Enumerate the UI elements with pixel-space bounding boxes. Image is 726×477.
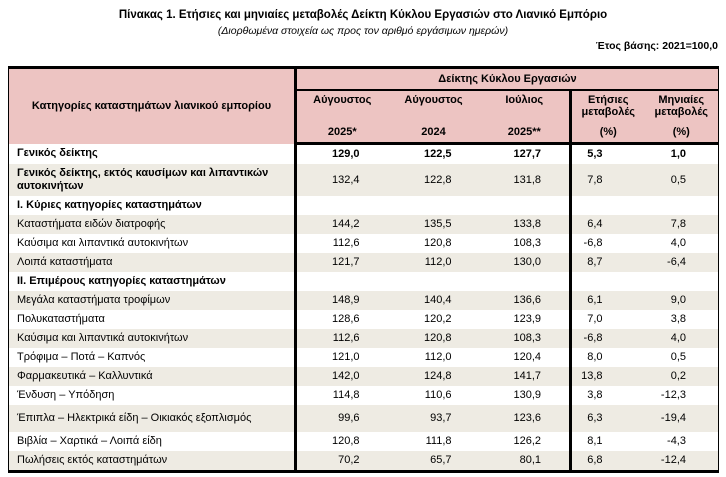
cell-value: 5,3: [571, 144, 645, 165]
cell-value: 112,0: [388, 253, 480, 272]
table-row: [9, 196, 719, 215]
cell-value: 99,6: [296, 405, 388, 432]
cell-value: 6,4: [571, 215, 645, 234]
cell-value: 130,0: [480, 253, 571, 272]
table-container: [8, 66, 718, 473]
cell-value: 7,0: [571, 310, 645, 329]
cell-value: -12,3: [660, 389, 686, 401]
row-label: Πολυκαταστήματα: [9, 310, 296, 329]
row-label: II. Επιμέρους κατηγορίες καταστημάτων: [9, 272, 296, 291]
row-label: Φαρμακευτικά – Καλλυντικά: [9, 367, 296, 386]
cell-value: [645, 196, 719, 215]
table-row: [9, 405, 719, 432]
cell-value: 108,3: [513, 237, 541, 249]
cell-value: 126,2: [513, 435, 541, 447]
cell-value: 3,8: [571, 386, 645, 405]
cell-value: 6,8: [571, 451, 645, 472]
cell-value: 8,0: [571, 348, 645, 367]
cell-value: -6,8: [571, 234, 645, 253]
col-header-label: Μηνιαίες μεταβολές: [654, 94, 709, 118]
cell-value: 0,5: [645, 164, 719, 196]
table-row: [9, 432, 719, 451]
cell-value: 121,7: [296, 253, 388, 272]
col-header-monthly-change: [645, 90, 719, 144]
row-label: Πωλήσεις εκτός καταστημάτων: [9, 451, 296, 472]
category-column-header: Κατηγορίες καταστημάτων λιανικού εμπορίου: [9, 68, 296, 144]
turnover-index-table: [8, 66, 719, 473]
cell-value: 8,7: [571, 253, 645, 272]
row-label: Καύσιμα και λιπαντικά αυτοκινήτων: [9, 234, 296, 253]
cell-value: 112,6: [296, 329, 388, 348]
cell-value: 7,8: [571, 164, 645, 196]
col-header-year: 2025*: [327, 126, 357, 138]
row-label: I. Κύριες κατηγορίες καταστημάτων: [9, 196, 296, 215]
index-group-header: Δείκτης Κύκλου Εργασιών: [296, 68, 719, 91]
cell-value: 120,8: [423, 237, 452, 249]
page-subtitle: (Διορθωμένα στοιχεία ως προς τον αριθμό εργάσιμων ημερών): [217, 25, 509, 37]
cell-value: [296, 272, 388, 291]
row-label: Μεγάλα καταστήματα τροφίμων: [9, 291, 296, 310]
col-header-unit: (%): [672, 126, 690, 138]
cell-value: 130,9: [513, 389, 541, 401]
cell-value: [480, 196, 571, 215]
base-year-note: Έτος βάσης: 2021=100,0: [595, 40, 718, 52]
cell-value: 121,0: [331, 351, 360, 363]
cell-value: 131,8: [480, 164, 571, 196]
cell-value: [571, 196, 645, 215]
cell-value: 114,8: [332, 389, 360, 401]
group-header-row: [9, 68, 719, 91]
cell-value: 6,1: [571, 291, 645, 310]
cell-value: 0,5: [670, 351, 686, 363]
col-header-unit: (%): [599, 126, 617, 138]
page-title: Πίνακας 1. Ετήσιες και μηνιαίες μεταβολές Δείκτη Κύκλου Εργασιών στο Λιανικό Εμπόριο: [118, 9, 608, 21]
row-label: Τρόφιμα – Ποτά – Καπνός: [9, 348, 296, 367]
cell-value: -4,3: [667, 435, 686, 447]
cell-value: 9,0: [645, 291, 719, 310]
row-label: Καταστήματα ειδών διατροφής: [9, 215, 296, 234]
cell-value: 123,6: [480, 405, 571, 432]
cell-value: 136,6: [480, 291, 571, 310]
cell-value: 13,8: [571, 367, 645, 386]
col-header-month: Ιούλιος: [505, 94, 544, 106]
table-row: [9, 253, 719, 272]
row-label: Καύσιμα και λιπαντικά αυτοκινήτων: [9, 329, 296, 348]
table-row: [9, 329, 719, 348]
cell-value: 4,0: [645, 329, 719, 348]
cell-value: 135,5: [388, 215, 480, 234]
cell-value: 112,0: [424, 351, 452, 363]
cell-value: [296, 196, 388, 215]
row-label: Γενικός δείκτης: [9, 144, 296, 165]
cell-value: 127,7: [513, 148, 541, 160]
cell-value: -6,4: [645, 253, 719, 272]
cell-value: [388, 272, 480, 291]
cell-value: 122,8: [388, 164, 480, 196]
cell-value: 1,0: [670, 148, 686, 160]
col-header-month: Αύγουστος: [313, 94, 372, 106]
cell-value: 123,9: [513, 313, 541, 325]
col-header-august-2025: [296, 90, 388, 144]
table-body: [9, 144, 719, 472]
cell-value: 3,8: [670, 313, 686, 325]
row-label: Γενικός δείκτης, εκτός καυσίμων και λιπαντικών αυτοκινήτων: [9, 164, 296, 196]
cell-value: 120,8: [388, 329, 480, 348]
cell-value: 128,6: [331, 313, 360, 325]
cell-value: [645, 272, 719, 291]
cell-value: 112,6: [332, 237, 360, 249]
cell-value: -12,4: [645, 451, 719, 472]
row-label: Έπιπλα – Ηλεκτρικά είδη – Οικιακός εξοπλισμός: [9, 405, 296, 432]
cell-value: 124,8: [388, 367, 480, 386]
cell-value: 132,4: [296, 164, 388, 196]
col-header-august-2024: [388, 90, 480, 144]
col-header-label: Ετήσιες μεταβολές: [581, 94, 636, 118]
cell-value: [480, 272, 571, 291]
table-row: [9, 215, 719, 234]
cell-value: 108,3: [480, 329, 571, 348]
table-row: [9, 234, 719, 253]
cell-value: [388, 196, 480, 215]
cell-value: 6,3: [571, 405, 645, 432]
cell-value: [571, 272, 645, 291]
cell-value: 8,1: [571, 432, 645, 451]
cell-value: 111,8: [425, 435, 452, 447]
col-header-july-2025: [480, 90, 571, 144]
cell-value: 144,2: [296, 215, 388, 234]
table-row: [9, 386, 719, 405]
row-label: Λοιπά καταστήματα: [9, 253, 296, 272]
table-row: [9, 272, 719, 291]
cell-value: 93,7: [388, 405, 480, 432]
cell-value: -19,4: [645, 405, 719, 432]
col-header-month: Αύγουστος: [404, 94, 463, 106]
cell-value: 80,1: [480, 451, 571, 472]
table-row: [9, 291, 719, 310]
cell-value: 120,8: [331, 435, 360, 447]
cell-value: 4,0: [670, 237, 686, 249]
cell-value: 122,5: [423, 148, 452, 160]
cell-value: 140,4: [388, 291, 480, 310]
cell-value: 120,4: [513, 351, 541, 363]
col-header-annual-change: [571, 90, 645, 144]
cell-value: 65,7: [388, 451, 480, 472]
cell-value: 0,2: [645, 367, 719, 386]
cell-value: 120,2: [423, 313, 452, 325]
cell-value: 141,7: [480, 367, 571, 386]
table-row: [9, 348, 719, 367]
table-row: [9, 164, 719, 196]
cell-value: -6,8: [571, 329, 645, 348]
row-label: Βιβλία – Χαρτικά – Λοιπά είδη: [9, 432, 296, 451]
col-header-year: 2024: [421, 126, 446, 138]
cell-value: 148,9: [296, 291, 388, 310]
cell-value: 110,6: [424, 389, 452, 401]
cell-value: 7,8: [645, 215, 719, 234]
table-row: [9, 367, 719, 386]
cell-value: 142,0: [296, 367, 388, 386]
table-row: [9, 144, 719, 165]
cell-value: 129,0: [331, 148, 360, 160]
table-row: [9, 451, 719, 472]
cell-value: 133,8: [480, 215, 571, 234]
col-header-year: 2025**: [507, 126, 541, 138]
row-label: Ένδυση – Υπόδηση: [9, 386, 296, 405]
cell-value: 70,2: [296, 451, 388, 472]
table-row: [9, 310, 719, 329]
